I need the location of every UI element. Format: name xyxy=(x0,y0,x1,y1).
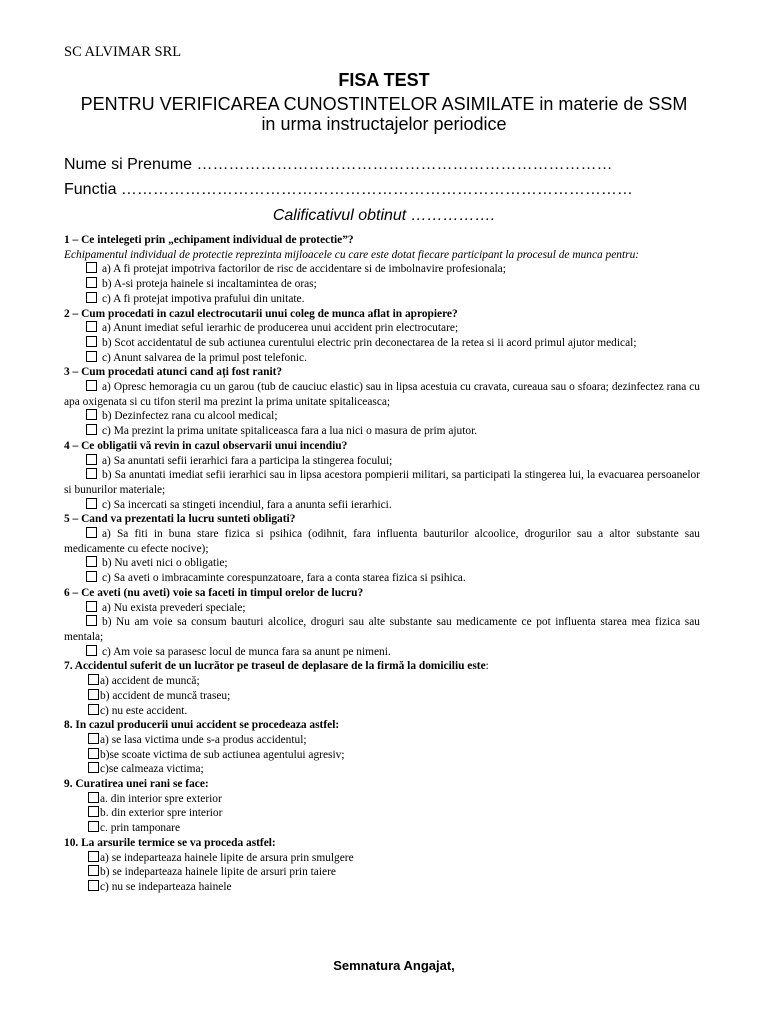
answer-option[interactable] xyxy=(86,292,700,307)
checkbox-icon[interactable] xyxy=(86,571,97,582)
option-label: a) se indeparteaza hainele lipite de arsura prin smulgere xyxy=(100,851,354,864)
answer-option[interactable] xyxy=(88,821,700,836)
option-label: b) Scot accidentatul de sub actiunea curentului electric prin deconectarea de la retea si ii acord primul ajutor medical; xyxy=(102,336,637,349)
answer-option[interactable] xyxy=(86,571,700,586)
answer-option[interactable] xyxy=(88,806,700,821)
qualification-field[interactable]: Calificativul obtinut ……………. xyxy=(272,207,496,224)
checkbox-icon[interactable] xyxy=(86,527,97,538)
answer-option[interactable] xyxy=(64,380,700,409)
checkbox-icon[interactable] xyxy=(88,689,99,700)
question-8 xyxy=(64,718,700,777)
option-label: c. prin tamponare xyxy=(100,822,181,835)
answer-option[interactable] xyxy=(64,336,700,351)
option-label: c) Anunt salvarea de la primul post telefonic. xyxy=(102,351,307,364)
checkbox-icon[interactable] xyxy=(86,351,97,362)
question-7 xyxy=(64,659,700,718)
option-label: a) accident de muncă; xyxy=(100,675,200,688)
document-title: FISA TEST xyxy=(338,70,430,90)
function-field[interactable]: Functia …………………………………………………………………………………… xyxy=(64,181,633,198)
question-10 xyxy=(64,836,700,895)
option-label: c) nu se indeparteaza hainele xyxy=(100,880,232,893)
checkbox-icon[interactable] xyxy=(86,645,97,656)
question-intro: Echipamentul individual de protectie reprezinta mijloacele cu care este dotat fiecare participant la procesul de munca pentru: xyxy=(64,248,640,261)
answer-option[interactable] xyxy=(86,262,700,277)
option-label: c) Am voie sa parasesc locul de munca fara sa anunt pe nimeni. xyxy=(102,645,391,658)
question-title: 2 – Cum procedati in cazul electrocutarii unui coleg de munca aflat in apropiere? xyxy=(64,307,458,320)
checkbox-icon[interactable] xyxy=(88,733,99,744)
question-title: 1 – Ce intelegeti prin „echipament individual de protectie”? xyxy=(64,234,354,246)
option-label: c) Ma prezint la prima unitate spitaliceasca fara a lua nici o masura de prim ajutor. xyxy=(102,425,478,438)
checkbox-icon[interactable] xyxy=(86,468,97,479)
question-title-suffix: : xyxy=(485,660,489,673)
checkbox-icon[interactable] xyxy=(86,601,97,612)
answer-option[interactable] xyxy=(88,792,700,807)
question-5 xyxy=(64,512,700,586)
option-label: b. din exterior spre interior xyxy=(100,807,223,820)
option-label: c)se calmeaza victima; xyxy=(100,763,204,776)
option-label: b) accident de muncă traseu; xyxy=(100,689,231,702)
option-label: b) Sa anuntati imediat sefii ierarhici sau in lipsa acestora pompierii militari, sa participati la stingerea lui, la evacuarea persoanelor si bunurilor materiale; xyxy=(64,469,700,496)
checkbox-icon[interactable] xyxy=(86,454,97,465)
answer-option[interactable] xyxy=(88,865,700,880)
checkbox-icon[interactable] xyxy=(86,424,97,435)
question-6 xyxy=(64,586,700,660)
answer-option[interactable] xyxy=(86,321,700,336)
name-field[interactable]: Nume si Prenume …………………………………………………………………… xyxy=(64,156,613,173)
answer-option[interactable] xyxy=(86,601,700,616)
answer-option[interactable] xyxy=(88,689,700,704)
answer-option[interactable] xyxy=(86,351,700,366)
checkbox-icon[interactable] xyxy=(88,851,99,862)
checkbox-icon[interactable] xyxy=(86,336,97,347)
question-title: 6 – Ce aveti (nu aveti) voie sa faceti in timpul orelor de lucru? xyxy=(64,586,364,599)
checkbox-icon[interactable] xyxy=(88,762,99,773)
option-label: b)se scoate victima de sub actiunea agentului agresiv; xyxy=(100,748,345,761)
checkbox-icon[interactable] xyxy=(88,748,99,759)
answer-option[interactable] xyxy=(86,277,700,292)
questions-list xyxy=(64,233,700,895)
question-title: 5 – Cand va prezentati la lucru sunteti obligati? xyxy=(64,513,296,526)
question-2 xyxy=(64,307,700,366)
answer-option[interactable] xyxy=(86,645,700,660)
option-label: a. din interior spre exterior xyxy=(100,792,222,805)
answer-option[interactable] xyxy=(64,615,700,644)
answer-option[interactable] xyxy=(88,851,700,866)
question-title: 10. La arsurile termice se va proceda astfel: xyxy=(64,836,276,849)
option-label: b) A-si proteja hainele si incaltamintea de oras; xyxy=(102,278,317,291)
checkbox-icon[interactable] xyxy=(88,792,99,803)
question-title: 9. Curatirea unei rani se face: xyxy=(64,778,209,791)
answer-option[interactable] xyxy=(86,498,700,513)
checkbox-icon[interactable] xyxy=(86,556,97,567)
question-title-row xyxy=(64,659,700,674)
checkbox-icon[interactable] xyxy=(86,409,97,420)
checkbox-icon[interactable] xyxy=(88,865,99,876)
answer-option[interactable] xyxy=(88,704,700,719)
option-label: c) A fi protejat impotiva prafului din unitate. xyxy=(102,292,305,305)
document-subtitle-line-2: in urma instructajelor periodice xyxy=(261,114,507,134)
question-title: 3 – Cum procedati atunci cand ați fost ranit? xyxy=(64,366,283,379)
answer-option[interactable] xyxy=(86,424,700,439)
answer-option[interactable] xyxy=(88,748,700,763)
checkbox-icon[interactable] xyxy=(86,615,97,626)
checkbox-icon[interactable] xyxy=(86,498,97,509)
document-subtitle-line-1: PENTRU VERIFICAREA CUNOSTINTELOR ASIMILATE in materie de SSM xyxy=(80,94,688,114)
option-label: c) nu este accident. xyxy=(100,704,188,717)
question-title: 8. In cazul producerii unui accident se procedeaza astfel: xyxy=(64,719,340,732)
question-4 xyxy=(64,439,700,513)
checkbox-icon[interactable] xyxy=(86,277,97,288)
checkbox-icon[interactable] xyxy=(86,262,97,273)
option-label: b) se indeparteaza hainele lipite de arsuri prin taiere xyxy=(100,866,336,879)
option-label: a) Sa anuntati sefii ierarhici fara a participa la stingerea focului; xyxy=(102,454,393,467)
option-label: b) Nu aveti nici o obligatie; xyxy=(102,557,228,570)
option-label: b) Dezinfectez rana cu alcool medical; xyxy=(102,410,278,423)
option-label: b) Nu am voie sa consum bauturi alcolice, droguri sau alte substante sau medicamente ce pot influenta starea mea fizica sau mentala; xyxy=(64,616,700,643)
answer-option[interactable] xyxy=(64,468,700,497)
checkbox-icon[interactable] xyxy=(88,674,99,685)
option-label: a) Sa fiti in buna stare fizica si psihica (odihnit, fara influenta bauturilor alcoolice, drogurilor sau a altor substante sau medicamente cu efecte nocive); xyxy=(64,528,700,555)
answer-option[interactable] xyxy=(86,409,700,424)
checkbox-icon[interactable] xyxy=(86,292,97,303)
answer-option[interactable] xyxy=(86,454,700,469)
checkbox-icon[interactable] xyxy=(88,880,99,891)
option-label: a) Anunt imediat seful ierarhic de producerea unui accident prin electrocutare; xyxy=(102,322,459,335)
option-label: a) Nu exista prevederi speciale; xyxy=(102,601,246,614)
checkbox-icon[interactable] xyxy=(88,704,99,715)
option-label: a) A fi protejat impotriva factorilor de risc de accidentare si de imbolnavire profesionala; xyxy=(102,263,506,276)
question-3 xyxy=(64,365,700,439)
answer-option[interactable] xyxy=(88,674,700,689)
option-label: a) Opresc hemoragia cu un garou (tub de cauciuc elastic) sau in lipsa acestuia cu cravata, cureaua sau o sfoara; dezinfectez rana cu apa oxigenata si cu tifon steril ma prezint la prima unitate spitaliceasca; xyxy=(64,381,700,408)
checkbox-icon[interactable] xyxy=(86,380,97,391)
checkbox-icon[interactable] xyxy=(88,806,99,817)
answer-option[interactable] xyxy=(88,762,700,777)
question-title: 4 – Ce obligatii vă revin in cazul observarii unui incendiu? xyxy=(64,439,348,452)
answer-option[interactable] xyxy=(86,556,700,571)
question-9 xyxy=(64,777,700,836)
checkbox-icon[interactable] xyxy=(86,321,97,332)
company-name: SC ALVIMAR SRL xyxy=(64,44,182,60)
answer-option[interactable] xyxy=(64,527,700,556)
question-1 xyxy=(64,233,700,307)
option-label: a) se lasa victima unde s-a produs accidentul; xyxy=(100,733,307,746)
employee-signature-label: Semnatura Angajat, xyxy=(333,958,455,973)
option-label: c) Sa incercati sa stingeti incendiul, fara a anunta sefii ierarhici. xyxy=(102,498,392,511)
answer-option[interactable] xyxy=(88,880,700,895)
option-label: c) Sa aveti o imbracaminte corespunzatoare, fara a conta starea fizica si psihica. xyxy=(102,572,466,585)
answer-option[interactable] xyxy=(88,733,700,748)
question-title: 7. Accidentul suferit de un lucrător pe traseul de deplasare de la firmă la domiciliu este xyxy=(64,660,486,673)
checkbox-icon[interactable] xyxy=(88,821,99,832)
